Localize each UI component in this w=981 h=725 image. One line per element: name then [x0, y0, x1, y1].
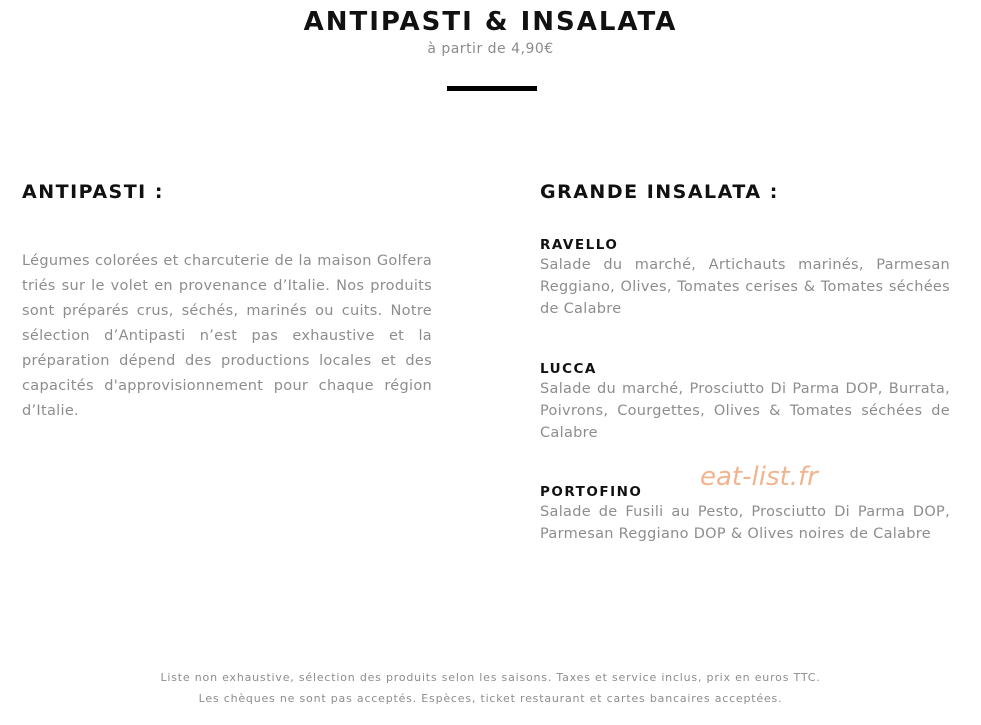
- insalata-heading: GRANDE INSALATA :: [540, 181, 779, 203]
- salad-description: Salade du marché, Prosciutto Di Parma DOP, Burrata, Poivrons, Courgettes, Olives & Tomates séchées de Calabre: [540, 381, 950, 441]
- price-subtitle: à partir de 4,90€: [427, 41, 554, 57]
- salad-item-ravello: [540, 236, 950, 320]
- footer-note-2: Les chèques ne sont pas acceptés. Espèces, ticket restaurant et cartes bancaires acceptées.: [198, 692, 783, 705]
- salad-name: PORTOFINO: [540, 484, 643, 500]
- antipasti-description: Légumes colorées et charcuterie de la maison Golfera triés sur le volet en provenance d’Italie. Nos produits sont préparés crus, séchés, marinés ou cuits. Notre sélection d’Antipasti n’est pas exhaustive et la préparation dépend des productions locales et des capacités d'approvisionnement pour chaque région d’Italie.: [22, 253, 432, 419]
- footer-note-1: Liste non exhaustive, sélection des produits selon les saisons. Taxes et service inclus, prix en euros TTC.: [160, 671, 821, 684]
- salad-name: LUCCA: [540, 361, 597, 377]
- salad-item-lucca: [540, 360, 950, 444]
- page-title: ANTIPASTI & INSALATA: [303, 7, 678, 37]
- salad-description: Salade de Fusili au Pesto, Prosciutto Di Parma DOP, Parmesan Reggiano DOP & Olives noires de Calabre: [540, 504, 950, 542]
- salad-name: RAVELLO: [540, 237, 619, 253]
- title-divider: [447, 86, 537, 91]
- antipasti-heading: ANTIPASTI :: [22, 181, 164, 203]
- salad-description: Salade du marché, Artichauts marinés, Parmesan Reggiano, Olives, Tomates cerises & Tomates séchées de Calabre: [540, 257, 950, 317]
- site-watermark: eat-list.fr: [700, 462, 818, 492]
